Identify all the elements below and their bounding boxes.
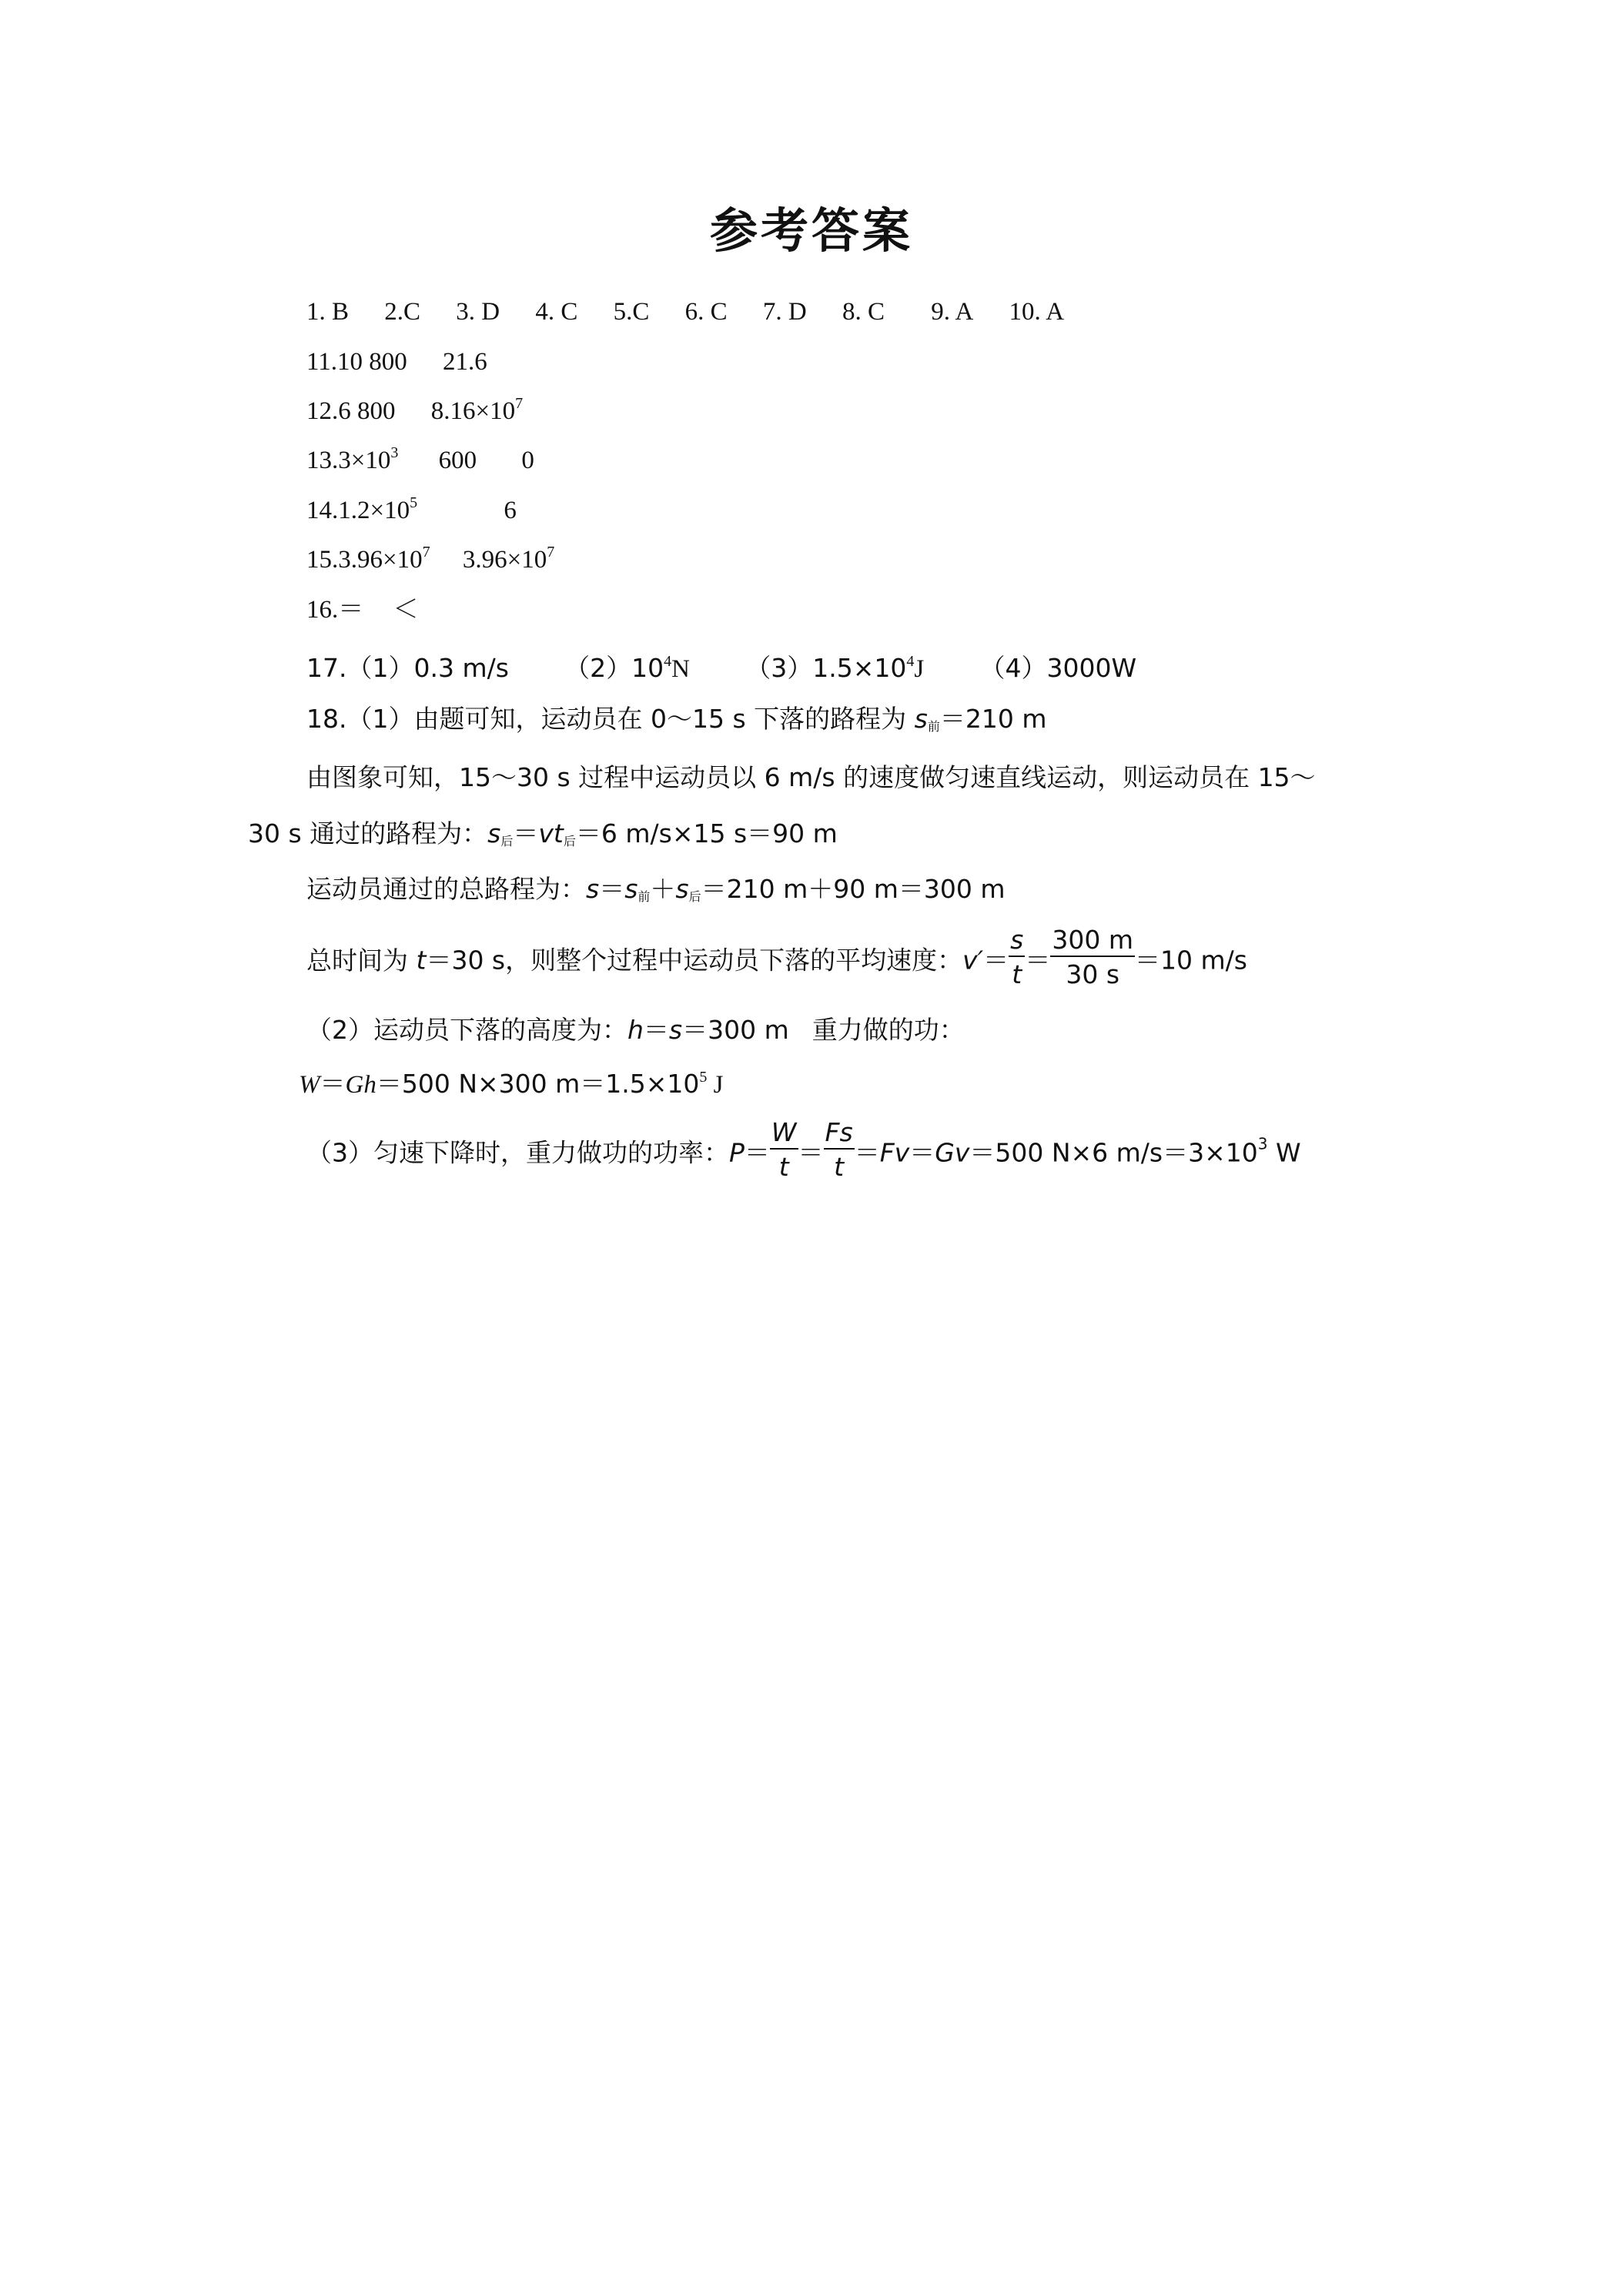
- answer-12-a: 12.6 800: [306, 397, 396, 425]
- answer-18-line-4: 运动员通过的总路程为：$s=s_前+s_后=210$ m＋90 m＝300 m: [306, 874, 1006, 904]
- answer-14-a: 14.1.2×10: [306, 497, 410, 524]
- page-title: 参考答案: [709, 202, 913, 259]
- answer-8: 8. C: [842, 298, 885, 326]
- answer-17-p3-unit: J: [914, 655, 925, 683]
- answer-15-b: 3.96×10: [462, 546, 547, 574]
- answer-4: 4. C: [535, 298, 578, 326]
- answer-14: [306, 494, 517, 524]
- answer-18-l1-sub: 前: [927, 719, 940, 734]
- answer-18-l4-sub1: 前: [637, 889, 651, 904]
- answer-18-l6-text: （2）运动员下落的高度为：: [306, 1015, 627, 1045]
- answer-18-l4-sub2: 后: [688, 889, 701, 904]
- answer-18-l3-eq: ＝: [513, 818, 539, 848]
- answer-18-l2: 由图象可知，15～30 s 过程中运动员以 6 m/s 的速度做匀速直线运动，则运动员在 15～: [306, 762, 1316, 792]
- answer-17-p1: 17.（1）0.3 m/s: [306, 653, 509, 683]
- answer-2: 2.C: [384, 298, 421, 326]
- answer-18-l7-tail: J: [707, 1071, 724, 1099]
- answer-14-b: 6: [504, 497, 517, 524]
- answer-6: 6. C: [684, 298, 728, 326]
- answer-12-b-exp: 7: [515, 395, 524, 412]
- answer-18-l5-text: 总时间为: [306, 945, 408, 976]
- answer-18-l3-val: ＝6 m/s×15 s＝90 m: [575, 818, 838, 848]
- answer-15-b-exp: 7: [547, 544, 555, 561]
- answer-18-l3-vt: vt: [538, 818, 564, 848]
- answer-18-line-6: （2）运动员下落的高度为：h＝s＝300 m 重力做的功：: [306, 1015, 965, 1045]
- answer-18-line-3: [248, 818, 838, 848]
- answer-10: 10. A: [1009, 298, 1065, 326]
- answer-18-line-1: [306, 704, 1047, 734]
- answer-16-a: 16.＝: [306, 596, 364, 624]
- answer-18-line-7: W＝Gh＝500 N×300 $m=1.5\times 10^5$ J: [299, 1069, 724, 1099]
- answers-1-10: [306, 300, 1064, 325]
- answer-18-l8-exp: 3: [1257, 1134, 1268, 1153]
- answer-18-l3-sub2: 后: [563, 834, 576, 848]
- answer-18-line-2: [306, 762, 1316, 792]
- answer-18-l7-val: ＝500 N×300 m＝1.5×10: [376, 1069, 700, 1099]
- answer-18-l3-text: 30 s 通过的路程为：: [248, 818, 488, 848]
- answer-18-l1-var: s: [914, 704, 928, 734]
- answer-15-a: 15.3.96×10: [306, 546, 423, 574]
- answer-11-a: 11.10 800: [306, 348, 407, 376]
- answer-17-p3-exp: 4: [906, 653, 915, 670]
- answer-13-b: 600: [438, 447, 477, 474]
- answer-18-l8-text: （3）匀速下降时，重力做功的功率：: [306, 1137, 729, 1168]
- answer-17-p3: （3）1.5×10: [745, 653, 907, 683]
- answer-14-a-exp: 5: [410, 494, 418, 511]
- answer-18-l8-val: ＝500 N×6 m/s＝3×10: [969, 1137, 1258, 1168]
- answer-18-l4-plus: ＋: [650, 874, 676, 904]
- fraction-300m-over-30s: [1050, 927, 1135, 987]
- answer-18-l1-text: 18.（1）由题可知，运动员在 0～15 s 下落的路程为: [306, 704, 907, 734]
- answer-7: 7. D: [762, 298, 807, 326]
- answer-17-p2-unit: N: [671, 655, 690, 683]
- answer-12: [306, 395, 524, 425]
- answer-11: [306, 350, 487, 375]
- answer-18-line-5: 总时间为 t＝30 s，则整个过程中运动员下落的平均速度：v′＝ $\frac{s}{t}$ ＝ $\frac{300 m}{30 s}$ ＝10 m/s: [306, 925, 1247, 989]
- answer-3: 3. D: [456, 298, 500, 326]
- fraction-w-over-t: $\frac{W}{t}$: [771, 1117, 797, 1182]
- answer-18-l8-tail: W: [1267, 1137, 1301, 1168]
- answer-15: [306, 544, 555, 574]
- answer-18-l3-sub1: 后: [500, 834, 514, 848]
- answer-5: 5.C: [613, 298, 650, 326]
- answer-18-l3-s: s: [487, 818, 501, 848]
- answer-17-p4: （4）3000W: [979, 653, 1137, 683]
- fraction-s-over-t: $\frac{s}{t}$: [1010, 925, 1024, 989]
- answer-11-b: 21.6: [443, 348, 487, 376]
- answer-18-line-8: （3）匀速下降时，重力做功的功率：P＝ $\frac{W}{t}$ ＝ $\frac{Fs}{t}$ ＝Fv＝Gv＝500 N×6 $m/s=3\times 10^3$ W: [306, 1117, 1301, 1182]
- answer-17-p2: （2）10: [564, 653, 664, 683]
- answer-18-l1-val: ＝210 m: [939, 704, 1047, 734]
- answer-18-l7-exp: 5: [699, 1069, 708, 1086]
- answer-12-b: 8.16×10: [430, 397, 516, 425]
- fraction-denominator: 30 s: [1066, 959, 1120, 989]
- answer-13-c: 0: [521, 447, 534, 474]
- answer-1: 1. B: [306, 298, 350, 326]
- answer-18-l5-val1: ＝30 s，则整个过程中运动员下落的平均速度：: [426, 945, 963, 976]
- answer-18-l5-val2: ＝10 m/s: [1135, 945, 1247, 976]
- answer-18-l4-text: 运动员通过的总路程为：: [306, 874, 586, 904]
- fraction-fs-over-t: $\frac{Fs}{t}$: [825, 1117, 853, 1182]
- answer-18-l6-tail: 重力做的功：: [812, 1015, 965, 1045]
- answer-18-l4-val: ＝210 m＋90 m＝300 m: [701, 874, 1006, 904]
- answer-15-a-exp: 7: [422, 544, 430, 561]
- fraction-numerator: 300 m: [1050, 927, 1135, 957]
- answer-16: [306, 597, 419, 623]
- answer-13-a-exp: 3: [390, 444, 399, 461]
- answer-18-l6-val: ＝300 m: [682, 1015, 789, 1045]
- answer-13: [306, 444, 534, 474]
- answer-9: 9. A: [931, 298, 974, 326]
- answer-17-p2-exp: 4: [664, 653, 672, 670]
- answer-13-a: 13.3×10: [306, 447, 391, 474]
- answer-16-b: ＜: [393, 596, 419, 624]
- answer-17: [306, 655, 1136, 682]
